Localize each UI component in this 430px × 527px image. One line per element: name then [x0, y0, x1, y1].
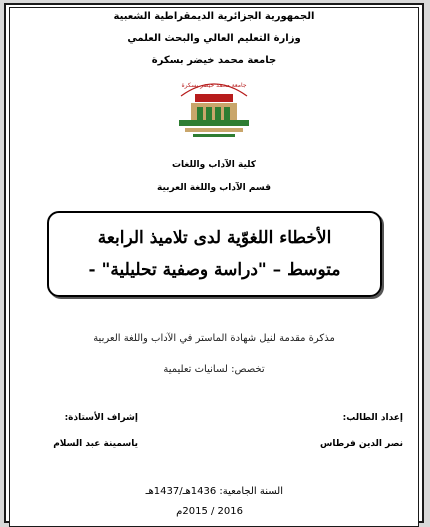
thesis-title-box: [47, 211, 382, 297]
academic-year-hijri: السنة الجامعية: 1436هـ/1437هـ: [145, 486, 283, 497]
supervisor-label: إشراف الأستاذة:: [64, 413, 138, 423]
thesis-purpose: مذكرة مقدمة لنيل شهادة الماستر في الآداب واللغة العربية: [93, 333, 335, 344]
department-name: قسم الآداب واللغة العربية: [157, 183, 271, 193]
university-logo-emblem: [173, 76, 255, 148]
republic-heading: الجمهورية الجزائرية الديمقراطية الشعبية: [113, 11, 315, 22]
supervisor-name: ياسمينة عبد السلام: [53, 439, 138, 449]
university-logo: [173, 76, 255, 148]
thesis-title-line-2: متوسط – "دراسة وصفية تحليلية" -: [88, 260, 341, 280]
logo-arc-text: جامعة محمد خيضر بسكرة: [181, 82, 247, 89]
university-heading: جامعة محمد خيضر بسكرة: [151, 55, 277, 66]
thesis-specialty: تخصص: لسانيات تعليمية: [163, 364, 265, 375]
document-cover-page: [10, 8, 418, 517]
faculty-name: كلية الآداب واللغات: [171, 160, 257, 170]
ministry-heading: وزارة التعليم العالي والبحث العلمي: [127, 33, 301, 44]
thesis-title-line-1: الأخطاء اللغوّية لدى تلاميذ الرابعة: [97, 228, 332, 248]
student-name: نصر الدين فرطاس: [319, 439, 403, 449]
student-label: إعداد الطالب:: [342, 413, 403, 423]
academic-year-gregorian: 2016 / 2015م: [176, 506, 243, 517]
